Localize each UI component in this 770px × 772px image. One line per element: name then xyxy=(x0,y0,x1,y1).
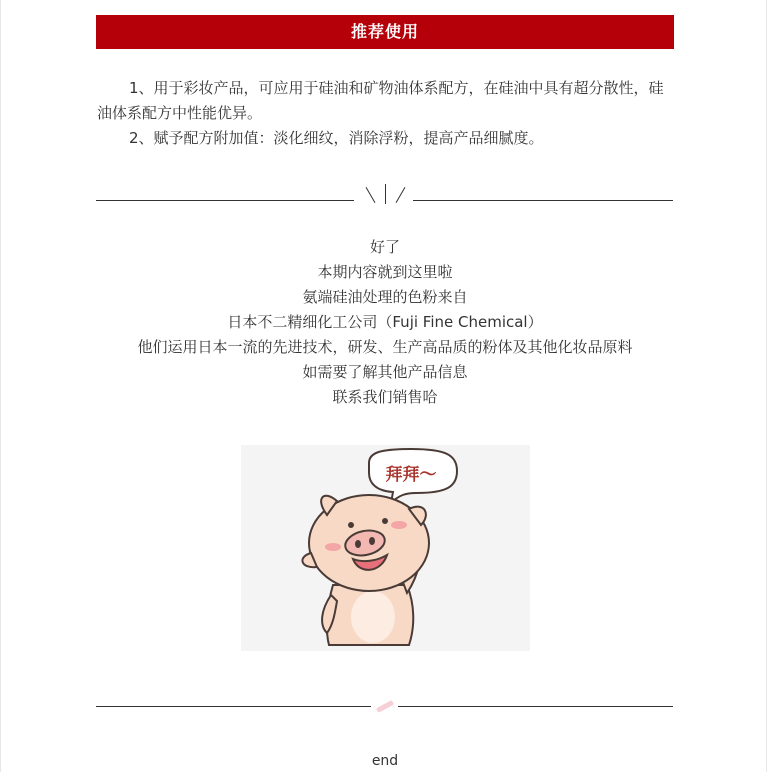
end-label: end xyxy=(371,753,399,769)
divider-slash-right xyxy=(396,187,406,203)
footer-divider-right xyxy=(398,706,673,707)
section-banner-title: 推荐使用 xyxy=(96,15,674,49)
closing-line-4: 日本不二精细化工公司（Fuji Fine Chemical） xyxy=(227,313,543,331)
footer-divider-pink-mark xyxy=(376,700,394,713)
page-left-edge xyxy=(0,0,1,772)
closing-line-7: 联系我们销售哈 xyxy=(332,388,438,406)
usage-item-1: 1、用于彩妆产品，可应用于硅油和矿物油体系配方，在硅油中具有超分散性，硅油体系配方中性能优异。 xyxy=(97,79,664,122)
divider-slash-left xyxy=(366,187,376,203)
footer-divider-left xyxy=(96,706,371,707)
divider-slash-middle xyxy=(385,184,386,204)
closing-line-1: 好了 xyxy=(369,238,400,256)
closing-line-6: 如需要了解其他产品信息 xyxy=(302,363,468,381)
closing-line-5: 他们运用日本一流的先进技术，研发、生产高品质的粉体及其他化妆品原料 xyxy=(137,338,633,356)
divider-line-left xyxy=(96,200,354,201)
closing-line-3: 氨端硅油处理的色粉来自 xyxy=(302,288,468,306)
speech-bubble xyxy=(369,449,457,503)
closing-line-2: 本期内容就到这里啦 xyxy=(317,263,453,281)
divider-line-right xyxy=(413,200,673,201)
bubble-text: 拜拜～ xyxy=(385,465,437,485)
pig-waving-sticker-image xyxy=(241,445,530,651)
usage-item-2: 2、赋予配方附加值：淡化细纹，消除浮粉，提高产品细腻度。 xyxy=(129,129,544,147)
page-right-edge xyxy=(766,0,767,772)
